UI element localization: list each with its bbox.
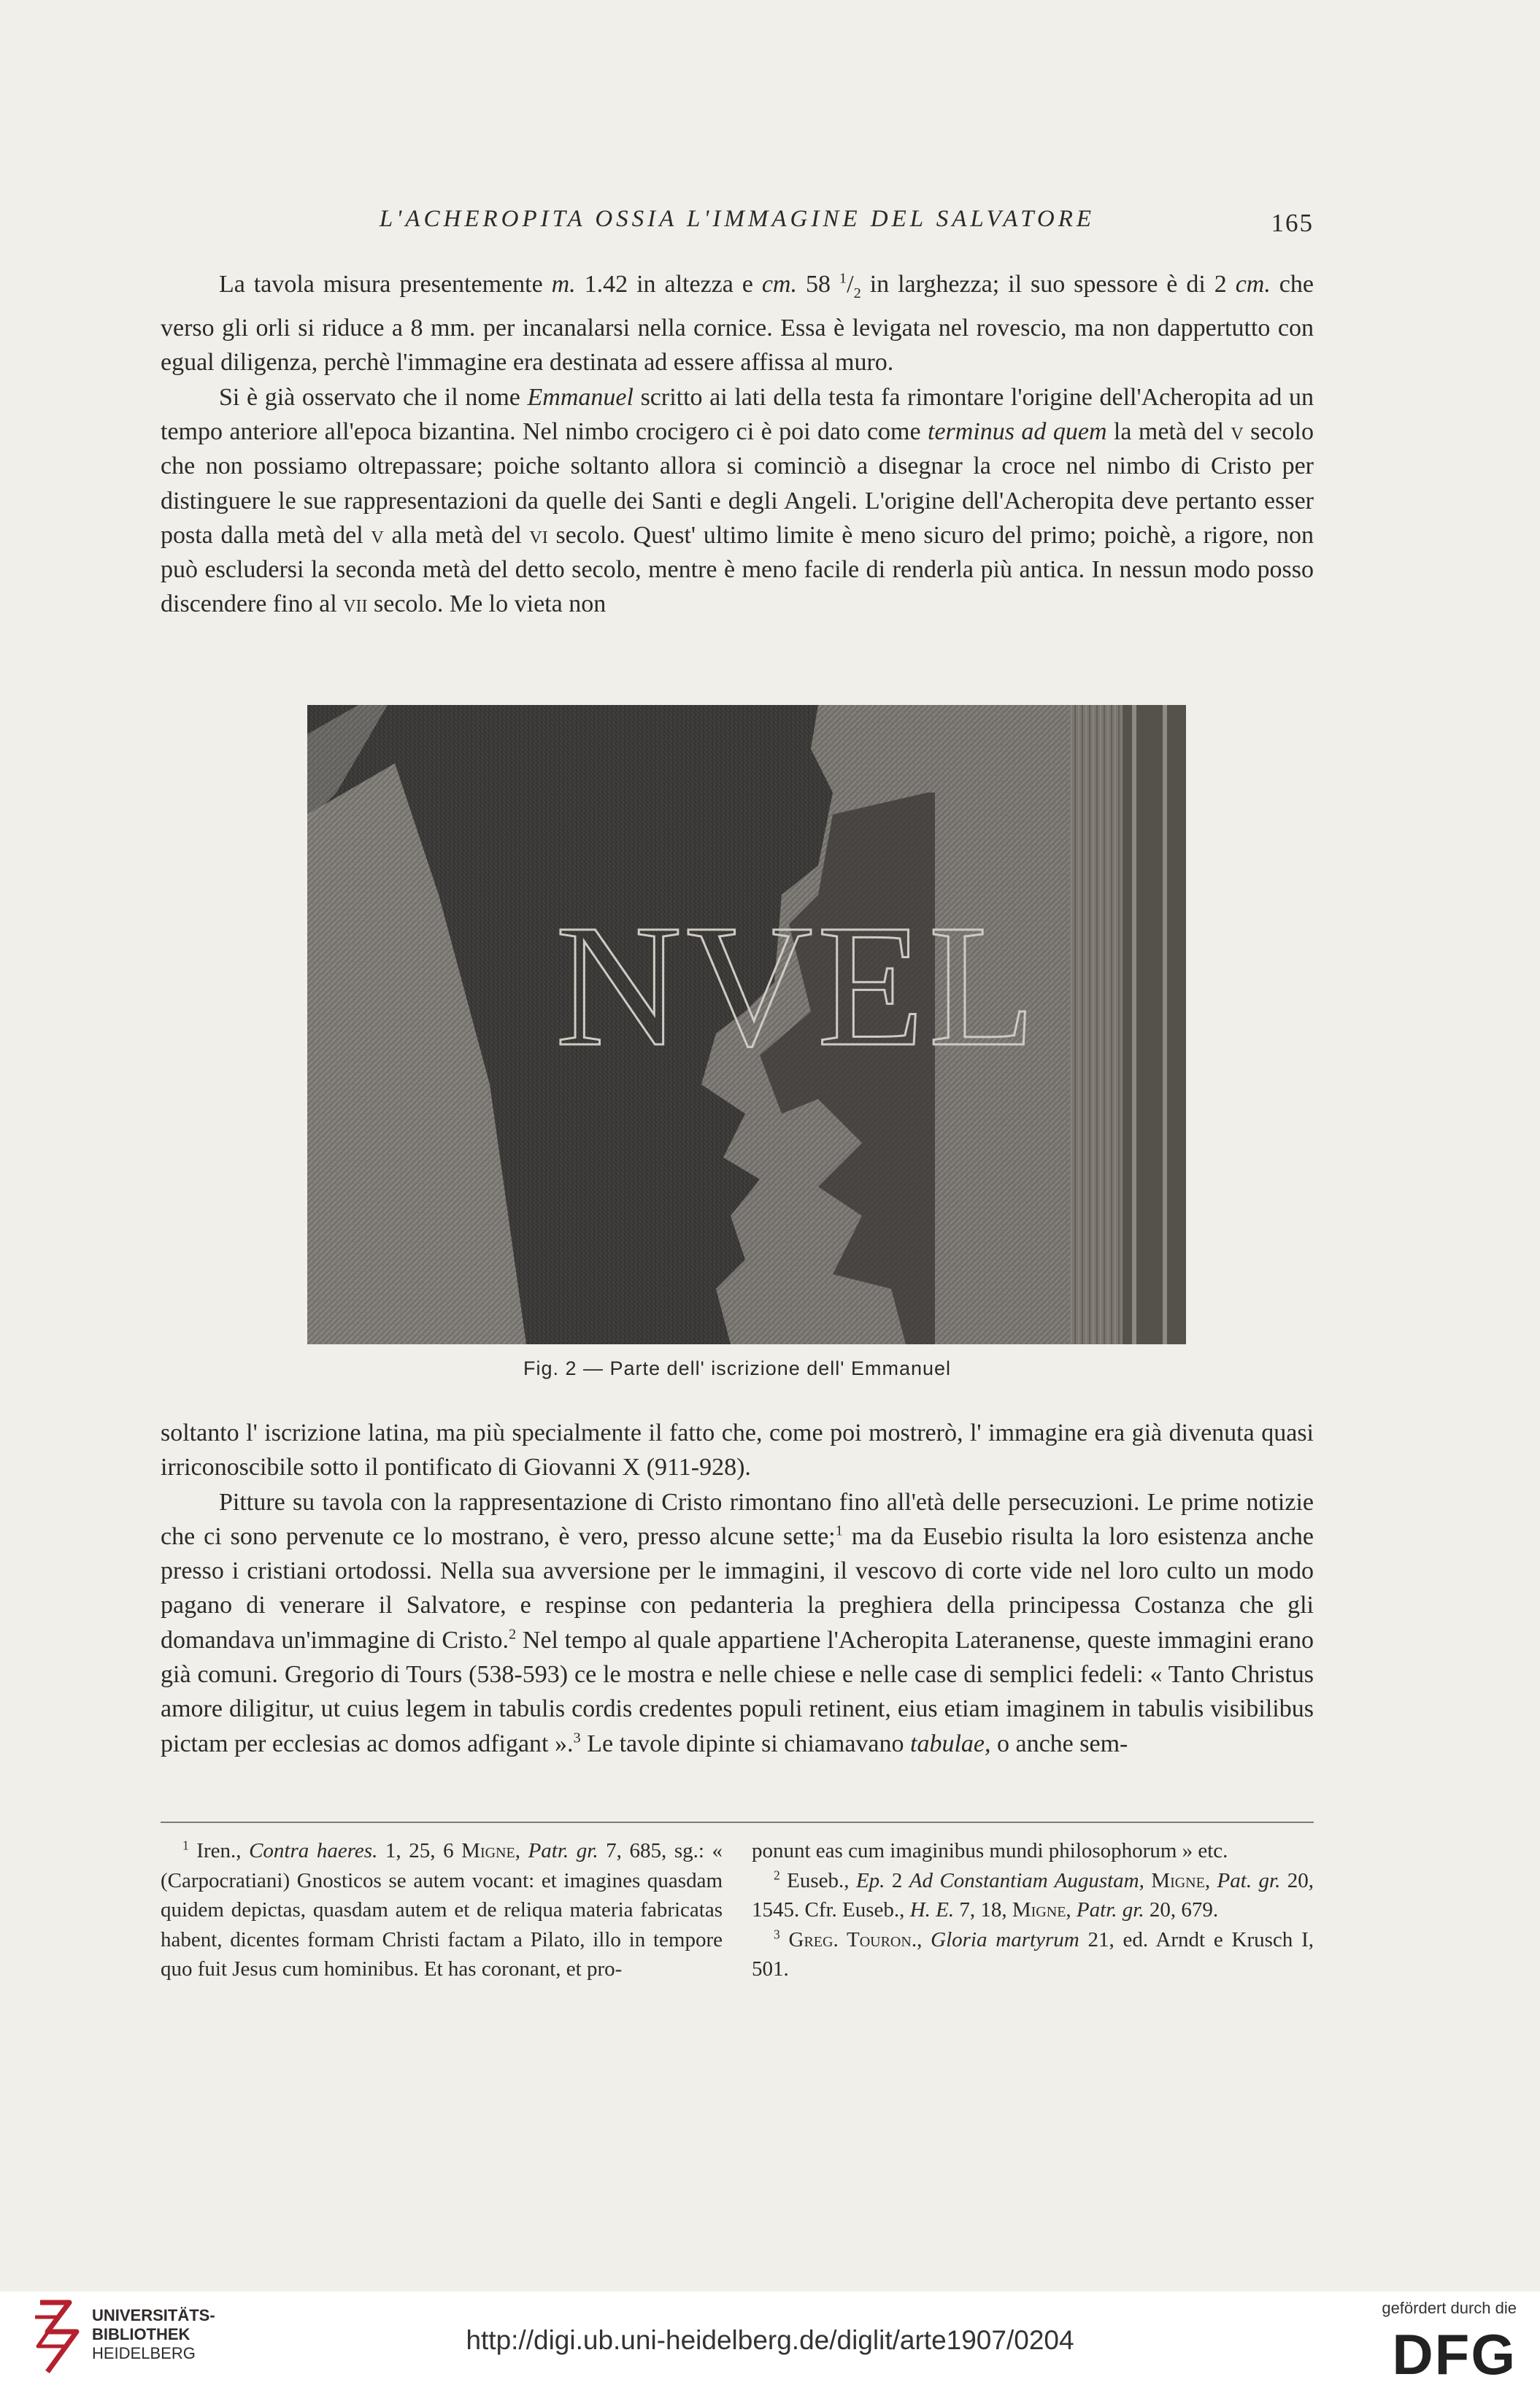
text-run: 7, 685, sg.: « (Carpocratiani) Gnosticos se autem vocant: et imagines quasdam quidem depictas, quasdam autem et de reliqua materia fabricatas habent, dicentes formam Christi factam a Pilato, illo in tempore quo fuit Jesus cum hominibus. Et has coronant, et pro- — [161, 1839, 723, 1981]
text-run: La tavola misura presentemente — [219, 271, 552, 298]
footnote-ref[interactable]: 2 — [508, 1626, 517, 1643]
footnote-number: 1 — [182, 1838, 189, 1853]
smallcaps-run: Greg. Touron. — [788, 1927, 917, 1951]
dfg-logo[interactable]: DFG — [1392, 2322, 1517, 2386]
inscription-letters: NVEL — [555, 888, 1040, 1082]
text-run: , — [515, 1839, 528, 1862]
italic-run: m. — [551, 271, 576, 298]
fraction-slash: / — [847, 271, 854, 298]
text-run: o anche sem- — [990, 1730, 1128, 1757]
text-run: Nel tempo al quale appartiene l'Acheropita Lateranense, queste immagini erano già comuni. Gregorio di Tours (538-593) ce le mostra e nelle chiese e nelle case di semplici fedeli: « Tanto Christus amore diligitur, ut cuius legem in tabulis cordis credentes populi retinent, eius etiam imaginem in tabulis visibilibus pictam per ecclesias ac domos adfigant ». — [161, 1626, 1314, 1757]
text-run — [1144, 1869, 1151, 1892]
text-run: 21, ed. Arndt e Krusch I, 501. — [752, 1927, 1314, 1981]
text-run: alla metà del — [383, 521, 530, 549]
text-run: , — [1066, 1898, 1077, 1922]
italic-run: Ad Constantiam Augustam, — [909, 1868, 1144, 1892]
funding-note: gefördert durch die — [1382, 2299, 1517, 2317]
italic-run: cm. — [761, 271, 797, 298]
text-run: secolo che non possiamo oltrepassare; poiche soltanto allora si cominciò a disegnar la croce nel nimbo di Cristo per distinguere le sue rappresentazioni da quelle dei Santi e degli Angeli. L'origine dell'Acheropita deve pertanto esser posta dalla metà del — [161, 417, 1314, 549]
text-run: , — [917, 1927, 931, 1951]
text-run: la metà del — [1106, 417, 1231, 445]
footnote-number: 2 — [774, 1867, 780, 1882]
text-run: 20, 1545. Cfr. Euseb., — [752, 1868, 1314, 1922]
footnote-ref[interactable]: 3 — [573, 1730, 581, 1746]
smallcaps-run: Migne — [1012, 1898, 1066, 1922]
paragraph-1 — [161, 267, 1314, 380]
text-run — [780, 1928, 789, 1951]
italic-run: Gloria martyrum — [931, 1927, 1079, 1951]
footnote-1-continued: ponunt eas cum imaginibus mundi philosophorum » etc. — [752, 1839, 1228, 1862]
page-number: 165 — [1271, 209, 1314, 237]
library-name-line: HEIDELBERG — [92, 2344, 196, 2362]
text-run: secolo. Quest' ultimo limite è meno sicuro del primo; poichè, a rigore, non può escludersi la seconda metà del detto secolo, mentre è meno facile di renderla più antica. In nessun modo posso discendere fino al — [161, 521, 1314, 618]
smallcaps-run: Migne — [1151, 1868, 1205, 1892]
text-run: 1.42 in altezza e — [575, 271, 762, 298]
page-header — [161, 206, 1314, 242]
text-run: 2 — [885, 1868, 909, 1892]
footnotes-right-column — [752, 1836, 1314, 1984]
permalink-url[interactable]: http://digi.ub.uni-heidelberg.de/diglit/arte1907/0204 — [466, 2325, 1074, 2355]
smallcaps-run: v — [1231, 417, 1244, 445]
text-run: 20, 679. — [1144, 1898, 1219, 1922]
smallcaps-run: vii — [343, 590, 368, 618]
text-run: ma da Eusebio risulta la loro esistenza anche presso i cristiani ortodossi. Nella sua avversione per le immagini, il vescovo di corte vide nel loro culto un modo pagano di venerare il Salvatore, e respinse con pedanteria la preghiera della principessa Costanza che gli domandava un'immagine di Cristo. — [161, 1522, 1314, 1654]
library-name-line: UNIVERSITÄTS- — [92, 2306, 215, 2324]
body-text-bottom — [161, 1416, 1314, 1761]
text-run: 58 — [797, 271, 839, 298]
text-run: Si è già osservato che il nome — [219, 383, 528, 411]
footnote-3 — [752, 1925, 1314, 1984]
text-run: secolo. Me lo vieta non — [367, 590, 607, 618]
paragraph-4 — [161, 1485, 1314, 1761]
paragraph-2 — [161, 380, 1314, 622]
text-run: 1, 25, 6 — [377, 1839, 462, 1862]
italic-run: terminus ad quem — [928, 417, 1107, 445]
paragraph-3: soltanto l' iscrizione latina, ma più specialmente il fatto che, come poi mostrerò, l' immagine era già divenuta quasi irriconoscibile sotto il pontificato di Giovanni X (911-928). — [161, 1419, 1314, 1481]
digitization-footer — [0, 2292, 1540, 2393]
italic-run: Emmanuel — [527, 383, 634, 411]
text-run: 7, 18, — [954, 1898, 1012, 1922]
italic-run: Pat. gr. — [1217, 1868, 1281, 1892]
italic-run: Ep. — [855, 1868, 885, 1892]
italic-run: cm. — [1235, 271, 1271, 298]
italic-run: Contra haeres. — [249, 1839, 378, 1862]
footnotes-left-column — [161, 1836, 723, 1984]
footnote-2 — [752, 1866, 1314, 1925]
text-run: Iren., — [188, 1839, 250, 1862]
figure-caption: Fig. 2 — Parte dell' iscrizione dell' Emmanuel — [523, 1357, 952, 1379]
fraction-numerator: 1 — [839, 270, 847, 287]
italic-run: tabulae, — [910, 1730, 991, 1757]
running-title: L'ACHEROPITA OSSIA L'IMMAGINE DEL SALVATORE — [379, 206, 1096, 232]
text-run: scritto ai lati della testa fa rimontare l'origine dell'Acheropita ad un tempo anteriore all'epoca bizantina. Nel nimbo crocigero ci è poi dato come — [161, 383, 1314, 445]
text-run: in larghezza; il suo spessore è di 2 — [861, 271, 1236, 298]
smallcaps-run: Migne — [461, 1839, 515, 1862]
smallcaps-run: v — [371, 521, 384, 549]
text-run: Euseb., — [779, 1868, 856, 1892]
footnote-rule — [161, 1822, 1314, 1823]
library-name-line: BIBLIOTHEK — [92, 2325, 190, 2343]
inscription-photograph — [307, 705, 1186, 1344]
text-run: Le tavole dipinte si chiamavano — [580, 1730, 910, 1757]
body-text-top — [161, 267, 1314, 622]
text-run: Pitture su tavola con la rappresentazione di Cristo rimontano fino all'età delle persecuzioni. Le prime notizie che ci sono pervenute ce lo mostrano, è vero, presso alcune sette; — [161, 1488, 1314, 1550]
footnote-ref[interactable]: 1 — [835, 1522, 843, 1539]
fraction-denominator: 2 — [853, 285, 861, 301]
text-run: che verso gli orli si riduce a 8 mm. per incanalarsi nella cornice. Essa è levigata nel rovescio, ma non dappertutto con egual diligenza, perchè l'immagine era destinata ad essere affissa al muro. — [161, 271, 1314, 377]
italic-run: Patr. gr. — [528, 1839, 598, 1862]
smallcaps-run: vi — [529, 521, 548, 549]
italic-run: H. E. — [909, 1898, 955, 1922]
footnote-number: 3 — [774, 1926, 780, 1941]
footnote-1 — [161, 1836, 723, 1984]
text-run: , — [1204, 1868, 1217, 1892]
italic-run: Patr. gr. — [1076, 1898, 1144, 1922]
inscription-photo-graphic — [307, 705, 1186, 1344]
